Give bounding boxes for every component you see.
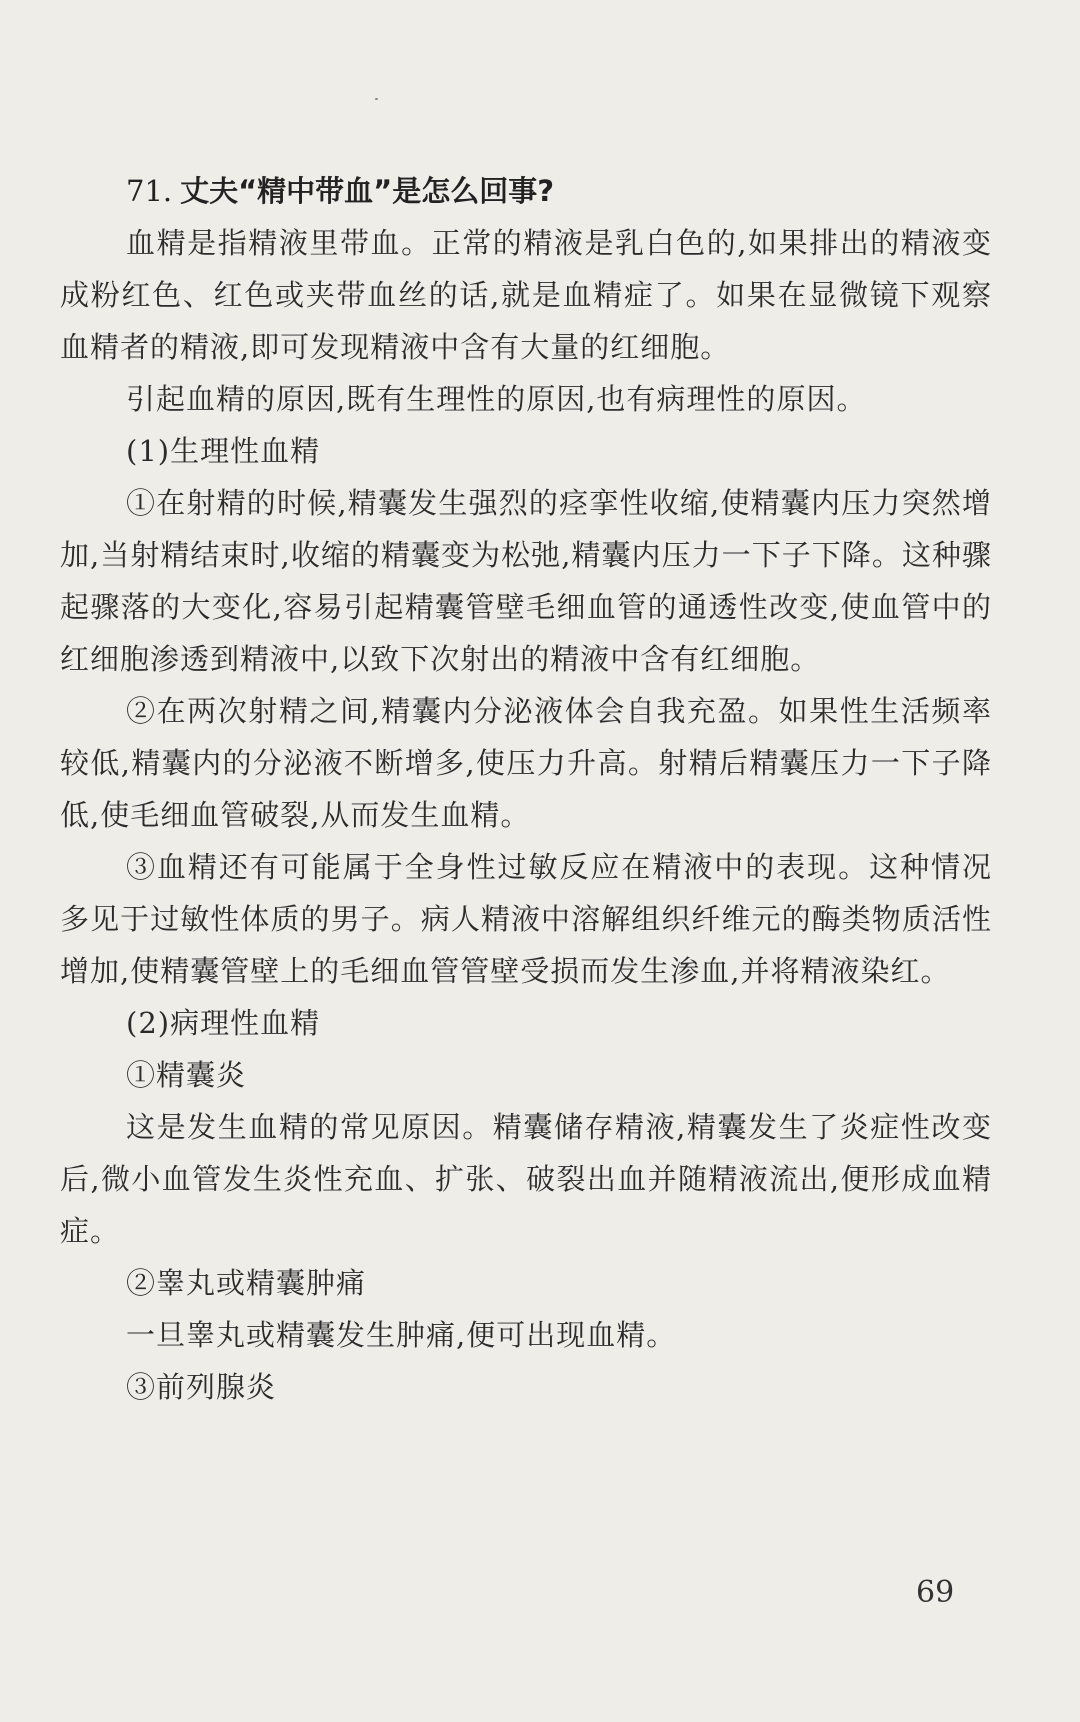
- paragraph-definition: 血精是指精液里带血。正常的精液是乳白色的,如果排出的精液变成粉红色、红色或夹带血丝的话,就是血精症了。如果在显微镜下观察血精者的精液,即可发现精液中含有大量的红细胞。: [60, 226, 992, 364]
- item-seminal-vesiculitis: ①精囊炎: [126, 1058, 247, 1092]
- section-title: 丈夫“精中带血”是怎么回事?: [180, 174, 555, 208]
- paragraph-seminal-vesiculitis: 这是发生血精的常见原因。精囊储存精液,精囊发生了炎症性改变后,微小血管发生炎性充血、扩张、破裂出血并随精液流出,便形成血精症。: [60, 1110, 992, 1248]
- paragraph-causes: 引起血精的原因,既有生理性的原因,也有病理性的原因。: [126, 382, 867, 416]
- paragraph-physiological-3: ③血精还有可能属于全身性过敏反应在精液中的表现。这种情况多见于过敏性体质的男子。病人精液中溶解组织纤维元的酶类物质活性增加,使精囊管壁上的毛细血管管壁受损而发生渗血,并将精液染红。: [60, 850, 992, 988]
- page-body: [60, 165, 992, 1413]
- section-heading: [126, 165, 992, 217]
- paragraph-physiological-2: ②在两次射精之间,精囊内分泌液体会自我充盈。如果性生活频率较低,精囊内的分泌液不断增多,使压力升高。射精后精囊压力一下子降低,使毛细血管破裂,从而发生血精。: [60, 694, 992, 832]
- paragraph-physiological-1: ①在射精的时候,精囊发生强烈的痉挛性收缩,使精囊内压力突然增加,当射精结束时,收缩的精囊变为松弛,精囊内压力一下子下降。这种骤起骤落的大变化,容易引起精囊管壁毛细血管的通透性改变,使血管中的红细胞渗透到精液中,以致下次射出的精液中含有红细胞。: [60, 486, 992, 676]
- item-prostatitis: ③前列腺炎: [126, 1370, 277, 1404]
- item-tumor: ②睾丸或精囊肿痛: [126, 1266, 367, 1300]
- subheading-pathological: (2)病理性血精: [126, 1006, 321, 1040]
- section-number: 71.: [126, 174, 173, 208]
- page-number: 69: [916, 1575, 955, 1610]
- subheading-physiological: (1)生理性血精: [126, 434, 321, 468]
- print-speck: [375, 98, 378, 100]
- paragraph-tumor: 一旦睾丸或精囊发生肿痛,便可出现血精。: [126, 1318, 677, 1352]
